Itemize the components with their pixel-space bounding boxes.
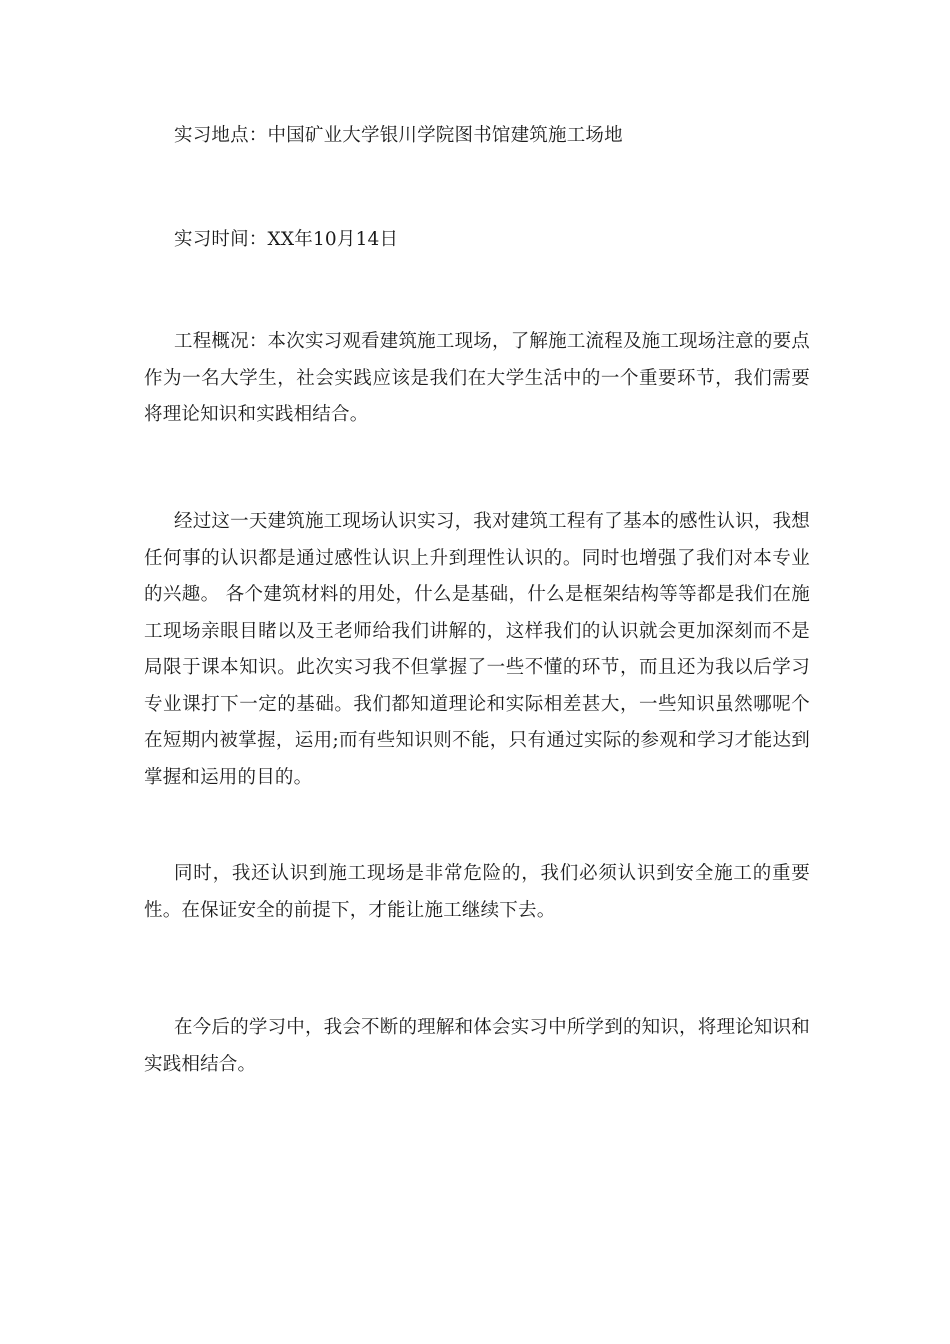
reflection-paragraph: 经过这一天建筑施工现场认识实习，我对建筑工程有了基本的感性认识，我想任何事的认识都是通过感性认识上升到理性认识的。同时也增强了我们对本专业的兴趣。 各个建筑材料的用处，什么是基础，什么是框架结构等等都是我们在施工现场亲眼目睹以及王老师给我们讲解的，这样我们的认识就会更加深刻而不是局限于课本知识。此次实习我不但掌握了一些不懂的环节，而且还为我以后学习专业课打下一定的基础。我们都知道理论和实际相差甚大，一些知识虽然哪呢个在短期内被掌握，运用;而有些知识则不能，只有通过实际的参观和学习才能达到掌握和运用的目的。 (144, 511, 810, 788)
internship-time-paragraph: 实习时间：XX年10月14日 (174, 229, 399, 250)
safety-paragraph: 同时，我还认识到施工现场是非常危险的，我们必须认识到安全施工的重要性。在保证安全的前提下，才能让施工继续下去。 (144, 863, 810, 921)
project-overview-paragraph: 工程概况：本次实习观看建筑施工现场，了解施工流程及施工现场注意的要点 作为一名大学生，社会实践应该是我们在大学生活中的一个重要环节，我们需要将理论知识和实践相结合。 (144, 331, 810, 425)
future-study-paragraph: 在今后的学习中，我会不断的理解和体会实习中所学到的知识，将理论知识和实践相结合。 (144, 1017, 810, 1075)
internship-location-paragraph: 实习地点：中国矿业大学银川学院图书馆建筑施工场地 (174, 125, 623, 146)
